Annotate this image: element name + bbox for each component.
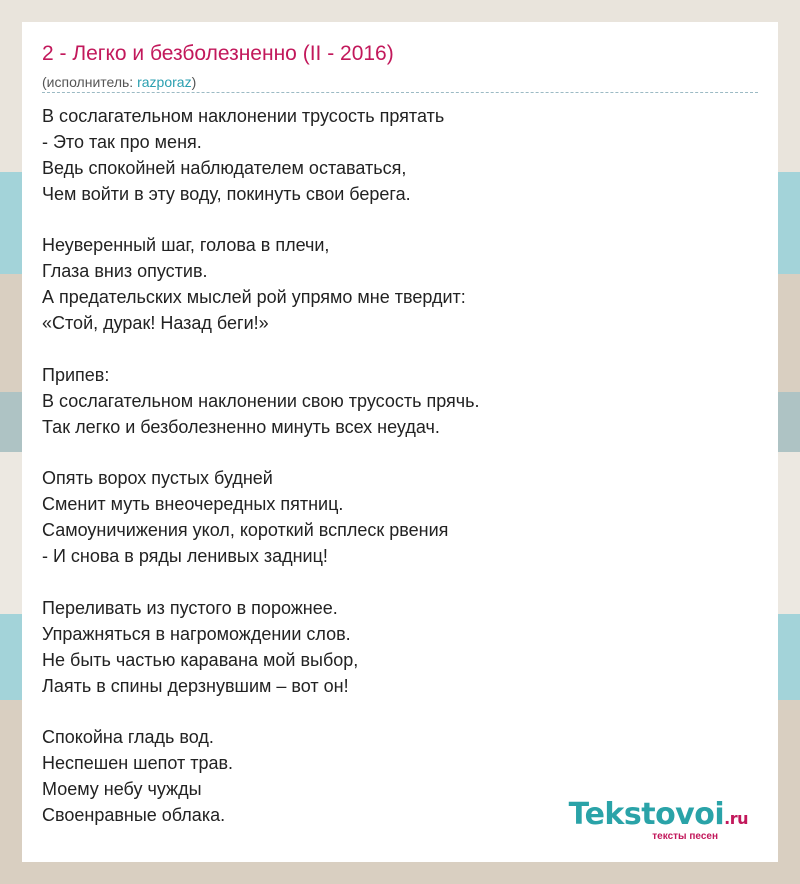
lyric-line: Своенравные облака. xyxy=(42,805,226,826)
lyric-line: Моему небу чужды xyxy=(42,779,202,800)
logo-tagline: тексты песен xyxy=(652,831,718,842)
site-logo[interactable] xyxy=(569,799,748,842)
lyric-line: Припев: xyxy=(42,364,110,385)
performer-line xyxy=(42,74,196,90)
lyric-line: Лаять в спины дерзнувшим – вот он! xyxy=(42,675,349,696)
lyric-line: Сменит муть внеочередных пятниц. xyxy=(42,494,344,515)
stanza-gap xyxy=(42,570,758,596)
lyric-line: Глаза вниз опустив. xyxy=(42,261,208,282)
lyric-line: В сослагательном наклонении трусость прятать xyxy=(42,106,445,126)
lyrics-text xyxy=(42,104,758,829)
song-title: 2 - Легко и безболезненно (II - 2016) xyxy=(42,42,394,65)
lyrics-card xyxy=(22,22,778,862)
lyric-line: Опять ворох пустых будней xyxy=(42,468,273,489)
stanza-gap xyxy=(42,699,758,725)
lyric-line: Неспешен шепот трав. xyxy=(42,753,234,774)
lyric-line: Неуверенный шаг, голова в плечи, xyxy=(42,235,330,256)
stanza-gap xyxy=(42,441,758,467)
lyric-line: - Это так про меня. xyxy=(42,131,202,152)
title-divider xyxy=(42,92,758,93)
lyric-line: Ведь спокойней наблюдателем оставаться, xyxy=(42,157,407,178)
lyric-line: Так легко и безболезненно минуть всех неудач. xyxy=(42,416,440,437)
stanza-gap xyxy=(42,337,758,363)
lyric-line: Упражняться в нагромождении слов. xyxy=(42,623,351,644)
lyric-line: Не быть частью каравана мой выбор, xyxy=(42,649,359,670)
logo-tld: .ru xyxy=(724,809,748,828)
lyric-line: Переливать из пустого в порожнее. xyxy=(42,597,338,618)
lyric-line: Спокойна гладь вод. xyxy=(42,727,214,748)
lyric-line: В сослагательном наклонении свою трусость прячь. xyxy=(42,390,480,411)
stanza-gap xyxy=(42,208,758,234)
lyric-line: Чем войти в эту воду, покинуть свои берега. xyxy=(42,183,411,204)
lyric-line: - И снова в ряды ленивых задниц! xyxy=(42,546,328,567)
lyric-line: «Стой, дурак! Назад беги!» xyxy=(42,313,269,334)
performer-link[interactable]: razporaz xyxy=(137,74,192,90)
lyric-line: Самоуничижения укол, короткий всплеск рвения xyxy=(42,520,449,541)
lyric-line: А предательских мыслей рой упрямо мне твердит: xyxy=(42,287,466,308)
logo-main-text: Tekstovoi xyxy=(568,797,725,832)
performer-suffix: ) xyxy=(191,74,197,90)
performer-prefix: (исполнитель: xyxy=(42,74,138,90)
